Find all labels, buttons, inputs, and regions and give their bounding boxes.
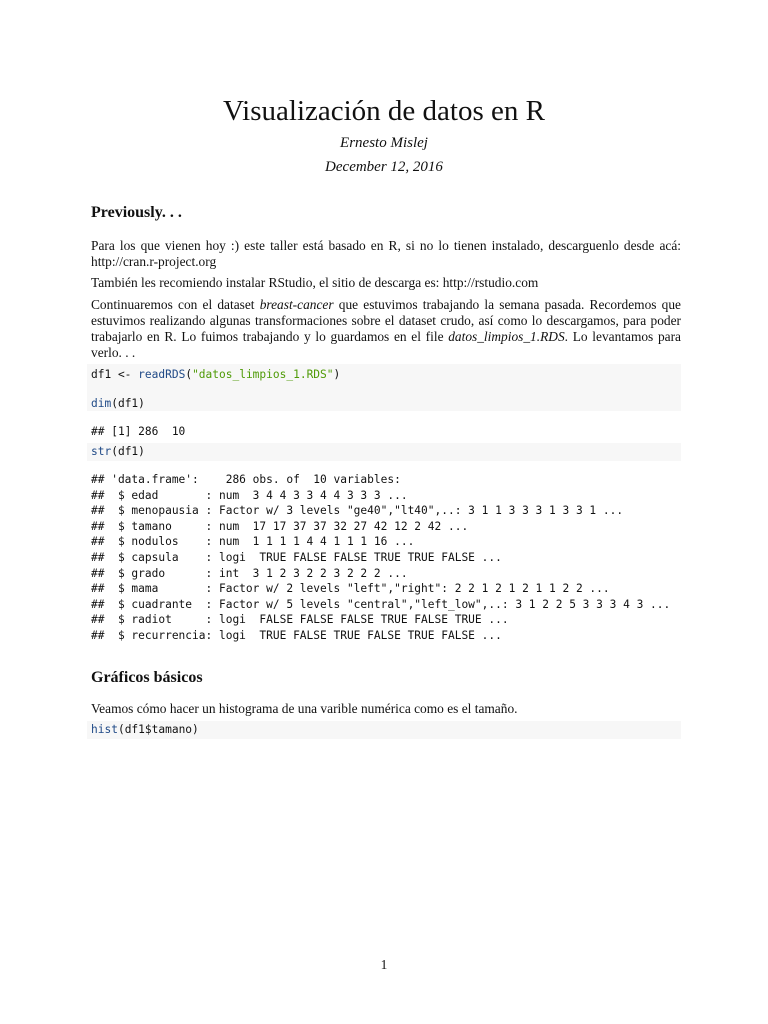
dataset-name-emphasis: breast-cancer [259,297,334,312]
function-readrds: readRDS [138,368,186,381]
page-number: 1 [380,957,388,972]
code-block-str [87,443,681,461]
document-author: Ernesto Mislej [340,135,428,151]
output-str-line: ## $ menopausia : Factor w/ 3 levels "ge40","lt40",..: 3 1 1 3 3 3 1 3 3 1 ... [91,504,624,518]
output-str-line: ## 'data.frame': 286 obs. of 10 variables: [91,473,401,486]
paragraph-rstudio: También les recomiendo instalar RStudio, el sitio de descarga es: http://rstudio.com [91,275,539,290]
code-line-dim: dim(df1) [91,397,145,410]
function-str: str [91,445,112,458]
output-str-line: ## $ tamano : num 17 17 37 37 32 27 42 12 2 42 ... [91,519,469,533]
paragraph-dataset-part2: que estuvimos trabajando la semana pasada. Recordemos que estuvimos realizando algunas transformaciones sobre el dataset crudo, así como lo descargamos, para poder trabajarlo en R. Lo fuimos trabajando y lo guardamos en el file [91,297,681,344]
paragraph-dataset-part1: Continuaremos con el dataset [91,297,260,312]
code-line-str: str(df1) [91,445,145,458]
output-str-line: ## $ capsula : logi TRUE FALSE FALSE TRUE TRUE FALSE ... [91,551,502,564]
code-block-hist [87,721,681,739]
output-str-line: ## $ grado : int 3 1 2 3 2 2 3 2 2 2 ... [91,566,408,580]
section-heading-previously: Previously. . . [91,204,182,221]
section-heading-graficos: Gráficos básicos [91,669,203,686]
code-block-read [87,364,681,411]
output-str-line: ## $ edad : num 3 4 4 3 3 4 4 3 3 3 ... [91,488,408,502]
document-title: Visualización de datos en R [222,95,545,127]
output-str-line: ## $ nodulos : num 1 1 1 1 4 4 1 1 1 16 ... [91,535,415,549]
output-str-line: ## $ mama : Factor w/ 2 levels "left","right": 2 2 1 2 1 2 1 1 2 2 ... [91,582,610,596]
output-str-line: ## $ radiot : logi FALSE FALSE FALSE TRUE FALSE TRUE ... [91,613,509,627]
function-dim: dim [91,397,112,410]
output-str-line: ## $ cuadrante : Factor w/ 5 levels "central","left_low",..: 3 1 2 2 5 3 3 3 4 3 ... [91,597,671,611]
code-line-hist: hist(df1$tamano) [91,723,199,736]
function-hist: hist [91,723,118,736]
paragraph-dataset [91,297,681,361]
paragraph-histograma: Veamos cómo hacer un histograma de una varible numérica como es el tamaño. [91,701,518,716]
paragraph-dataset-part3: . Lo levantamos para verlo. . . [91,329,682,360]
paragraph-intro: Para los que vienen hoy :) este taller está basado en R, si no lo tienen instalado, descarguenlo desde acá: http://cran.r-project.org [91,238,681,269]
string-filename: "datos_limpios_1.RDS" [192,368,334,381]
code-line-readrds: df1 <- readRDS("datos_limpios_1.RDS") [91,368,341,381]
file-name-emphasis: datos_limpios_1.RDS [448,329,565,344]
document-date: December 12, 2016 [325,159,443,175]
output-dim: ## [1] 286 10 [91,425,186,438]
output-str-line: ## $ recurrencia: logi TRUE FALSE TRUE FALSE TRUE FALSE ... [91,629,502,642]
